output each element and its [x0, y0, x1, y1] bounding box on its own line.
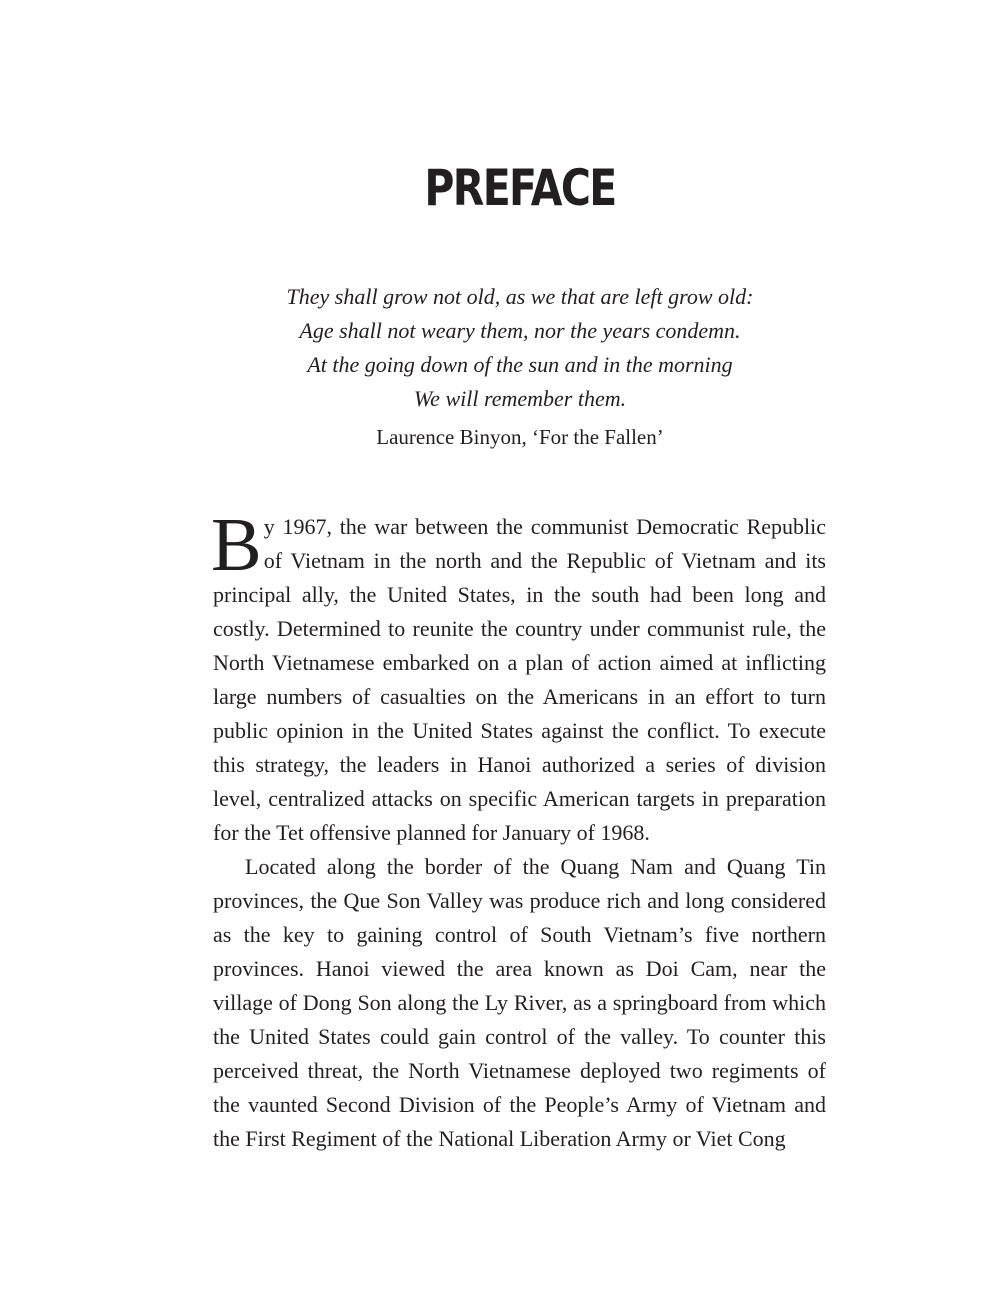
drop-cap: B — [211, 503, 262, 587]
paragraph — [211, 503, 826, 850]
paragraph-text: y 1967, the war between the communist Democratic Republic of Vietnam in the north and the Republic of Vietnam and its principal ally, the United States, in the south had been long and costly. Determined to reunite the country under communist rule, the North Vietnamese embarked on a plan of action aimed at inflicting large numbers of casualties on the Americans in an effort to turn public opinion in the United States against the conflict. To execute this strategy, the leaders in Hanoi authorized a series of division level, centralized attacks on specific American targets in preparation for the Tet offensive planned for January of 1968. — [213, 514, 826, 845]
epigraph-line: Age shall not weary them, nor the years condemn. — [299, 318, 741, 343]
chapter-title: PREFACE — [424, 159, 616, 217]
paragraph: Located along the border of the Quang Nam and Quang Tin provinces, the Que Son Valley was produce rich and long considered as the key to gaining control of South Vietnam’s five northern provinces. Hanoi viewed the area known as Doi Cam, near the village of Dong Son along the Ly River, as a springboard from which the United States could gain control of the valley. To counter this perceived threat, the North Vietnamese deployed two regiments of the vaunted Second Division of the People’s Army of Vietnam and the First Regiment of the National Liberation Army or Viet Cong — [213, 854, 826, 1151]
body-text — [211, 503, 826, 1156]
epigraph-line: We will remember them. — [413, 386, 627, 411]
epigraph-line: At the going down of the sun and in the morning — [307, 352, 733, 377]
epigraph — [160, 280, 880, 454]
epigraph-line: They shall grow not old, as we that are left grow old: — [286, 284, 754, 309]
epigraph-attribution: Laurence Binyon, ‘For the Fallen’ — [376, 425, 664, 449]
